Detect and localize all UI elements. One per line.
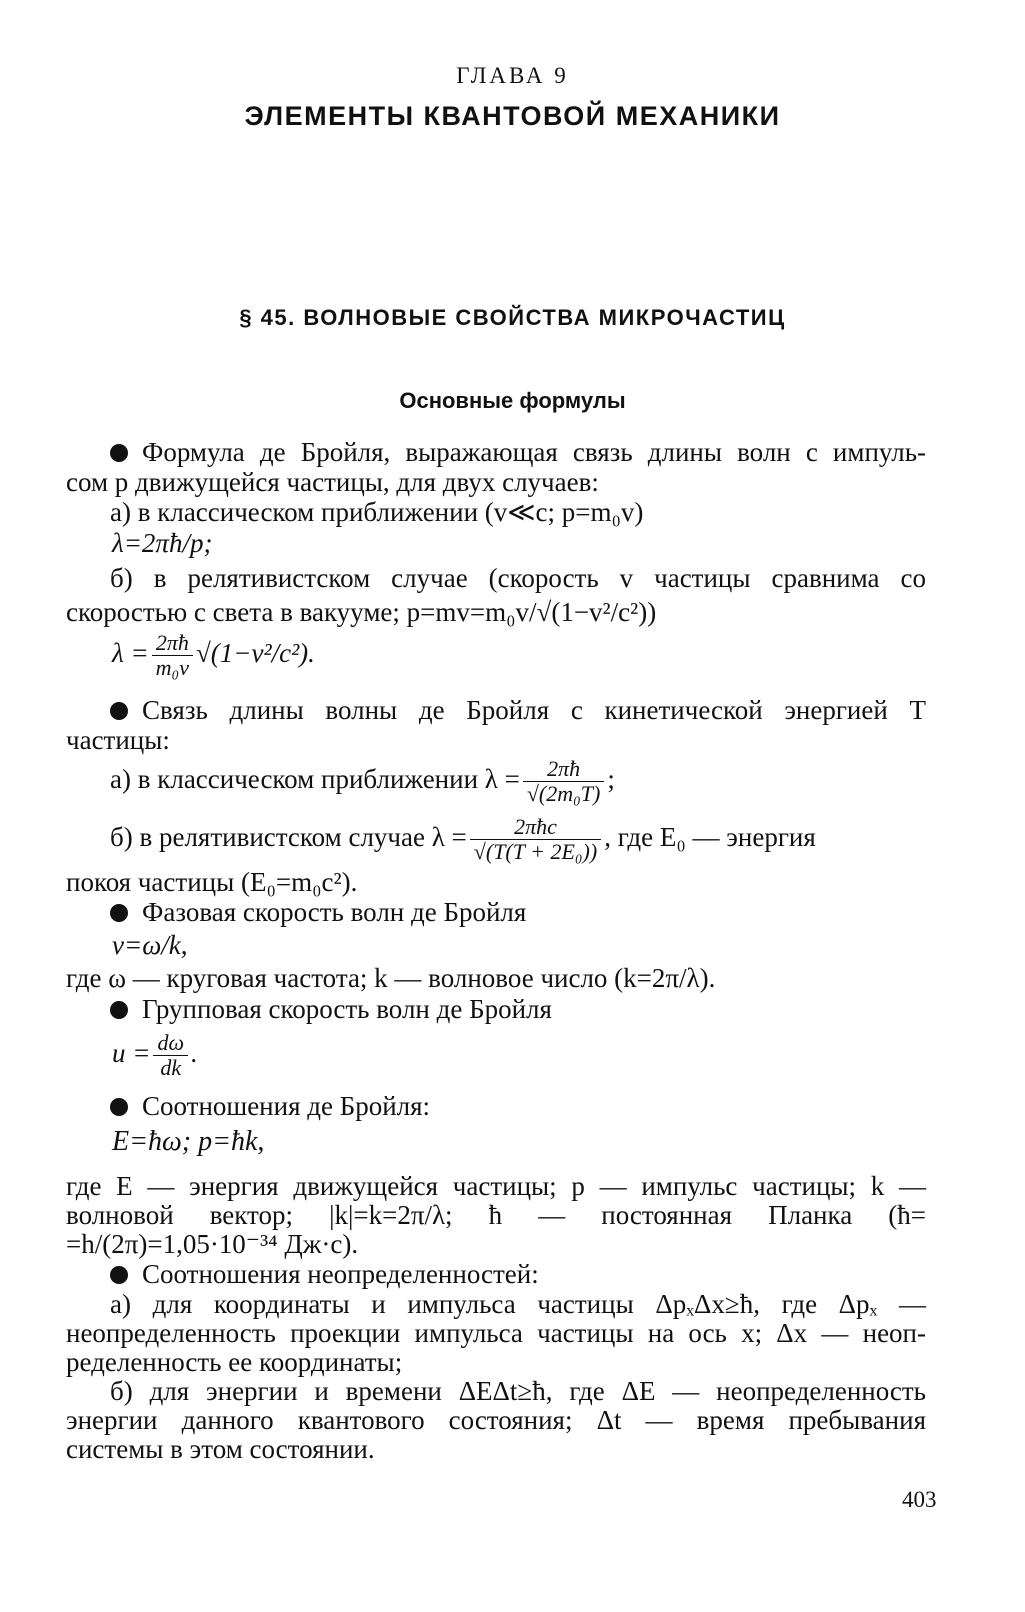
paragraph-line: сом p движущейся частицы, для двух случаев: [66, 467, 599, 497]
formula-line [110, 810, 816, 864]
chapter-title: ЭЛЕМЕНТЫ КВАНТОВОЙ МЕХАНИКИ [244, 101, 781, 131]
numerator: 2πħ [152, 631, 193, 656]
fraction [153, 1031, 188, 1080]
text-span: Соотношения неопределенностей: [142, 1259, 539, 1289]
paragraph-line [110, 1090, 430, 1122]
bullet-icon [110, 444, 128, 462]
formula-rhs: , где E₀ — энергия [604, 822, 816, 852]
formula-rhs: √(1−v²/c²). [195, 638, 315, 668]
bullet-icon [110, 1266, 128, 1284]
denominator: √(2m₀T) [526, 781, 601, 807]
fraction [152, 631, 193, 680]
fraction [470, 815, 601, 864]
paragraph-line: неопределенность проекции импульса частицы на ось x; Δx — неоп- [66, 1318, 926, 1348]
paragraph-line: б) для энергии и времени ΔEΔt≥ħ, где ΔE — неопределенность [110, 1376, 926, 1406]
bullet-icon [110, 702, 128, 720]
paragraph-line [66, 694, 926, 726]
paragraph-line: скоростью c света в вакууме; p=mv=m₀v/√(1−v²/c²)) [66, 597, 657, 627]
formula-rhs: . [191, 1038, 198, 1068]
paragraph-line [66, 436, 926, 468]
text-span: Групповая скорость волн де Бройля [142, 994, 552, 1024]
paragraph-line: энергии данного квантового состояния; Δt — время пребывания [66, 1405, 926, 1435]
bullet-icon [110, 904, 128, 922]
formula-lhs: u = [112, 1038, 151, 1068]
paragraph-line: волновой вектор; |k|=k=2π/λ; ħ — постоянная Планка (ħ= [66, 1200, 926, 1230]
formula-lhs: б) в релятивистском случае λ = [110, 822, 467, 852]
denominator: dk [160, 1055, 182, 1081]
bullet-icon [110, 1001, 128, 1019]
paragraph-line: где ω — круговая частота; k — волновое число (k=2π/λ). [66, 963, 716, 993]
denominator: √(T(T + 2E₀)) [473, 839, 598, 865]
formula-lhs: λ = [112, 638, 149, 668]
formula-rhs: ; [607, 764, 615, 794]
text-span: Связь длины волны де Бройля с кинетической энергией T [142, 695, 926, 725]
formula-lhs: а) в классическом приближении λ = [110, 764, 520, 794]
paragraph-line: покоя частицы (E₀=m₀c²). [66, 867, 358, 897]
paragraph-line: =h/(2π)=1,05·10⁻³⁴ Дж·с). [66, 1229, 359, 1259]
formula-line [110, 752, 615, 806]
section-title: § 45. ВОЛНОВЫЕ СВОЙСТВА МИКРОЧАСТИЦ [239, 305, 786, 330]
paragraph-line [110, 896, 526, 928]
numerator: dω [153, 1031, 188, 1056]
paragraph-line: а) для координаты и импульса частицы ΔpₓΔx≥ħ, где Δpₓ — [110, 1289, 926, 1319]
formulas-subtitle: Основные формулы [399, 388, 626, 413]
bullet-icon [110, 1098, 128, 1116]
numerator: 2πħc [470, 815, 601, 840]
formula-line [112, 628, 315, 680]
page-number: 403 [902, 1487, 937, 1512]
paragraph-line: ределенность ее координаты; [66, 1347, 403, 1377]
paragraph-line [110, 993, 552, 1025]
fraction [523, 757, 605, 806]
paragraph-line: а) в классическом приближении (v≪c; p=m₀v) [110, 497, 644, 527]
formula-line: λ=2πħ/p; [112, 528, 213, 558]
paragraph-line: частицы: [66, 725, 170, 755]
formula-line: v=ω/k, [112, 930, 188, 960]
formula-line: E=ħω; p=ħk, [112, 1126, 265, 1157]
text-span: Формула де Бройля, выражающая связь длины волн с импуль- [142, 437, 926, 467]
numerator: 2πħ [523, 757, 605, 782]
paragraph-line: системы в этом состоянии. [66, 1434, 375, 1464]
paragraph-line: б) в релятивистском случае (скорость v частицы сравнима со [110, 563, 926, 593]
text-span: Соотношения де Бройля: [142, 1091, 431, 1121]
formula-line [112, 1026, 198, 1080]
denominator: m₀v [155, 655, 189, 681]
paragraph-line [110, 1258, 539, 1290]
paragraph-line: где E — энергия движущейся частицы; p — импульс частицы; k — [66, 1171, 926, 1201]
text-span: Фазовая скорость волн де Бройля [142, 897, 527, 927]
chapter-label: ГЛАВА 9 [456, 63, 569, 88]
